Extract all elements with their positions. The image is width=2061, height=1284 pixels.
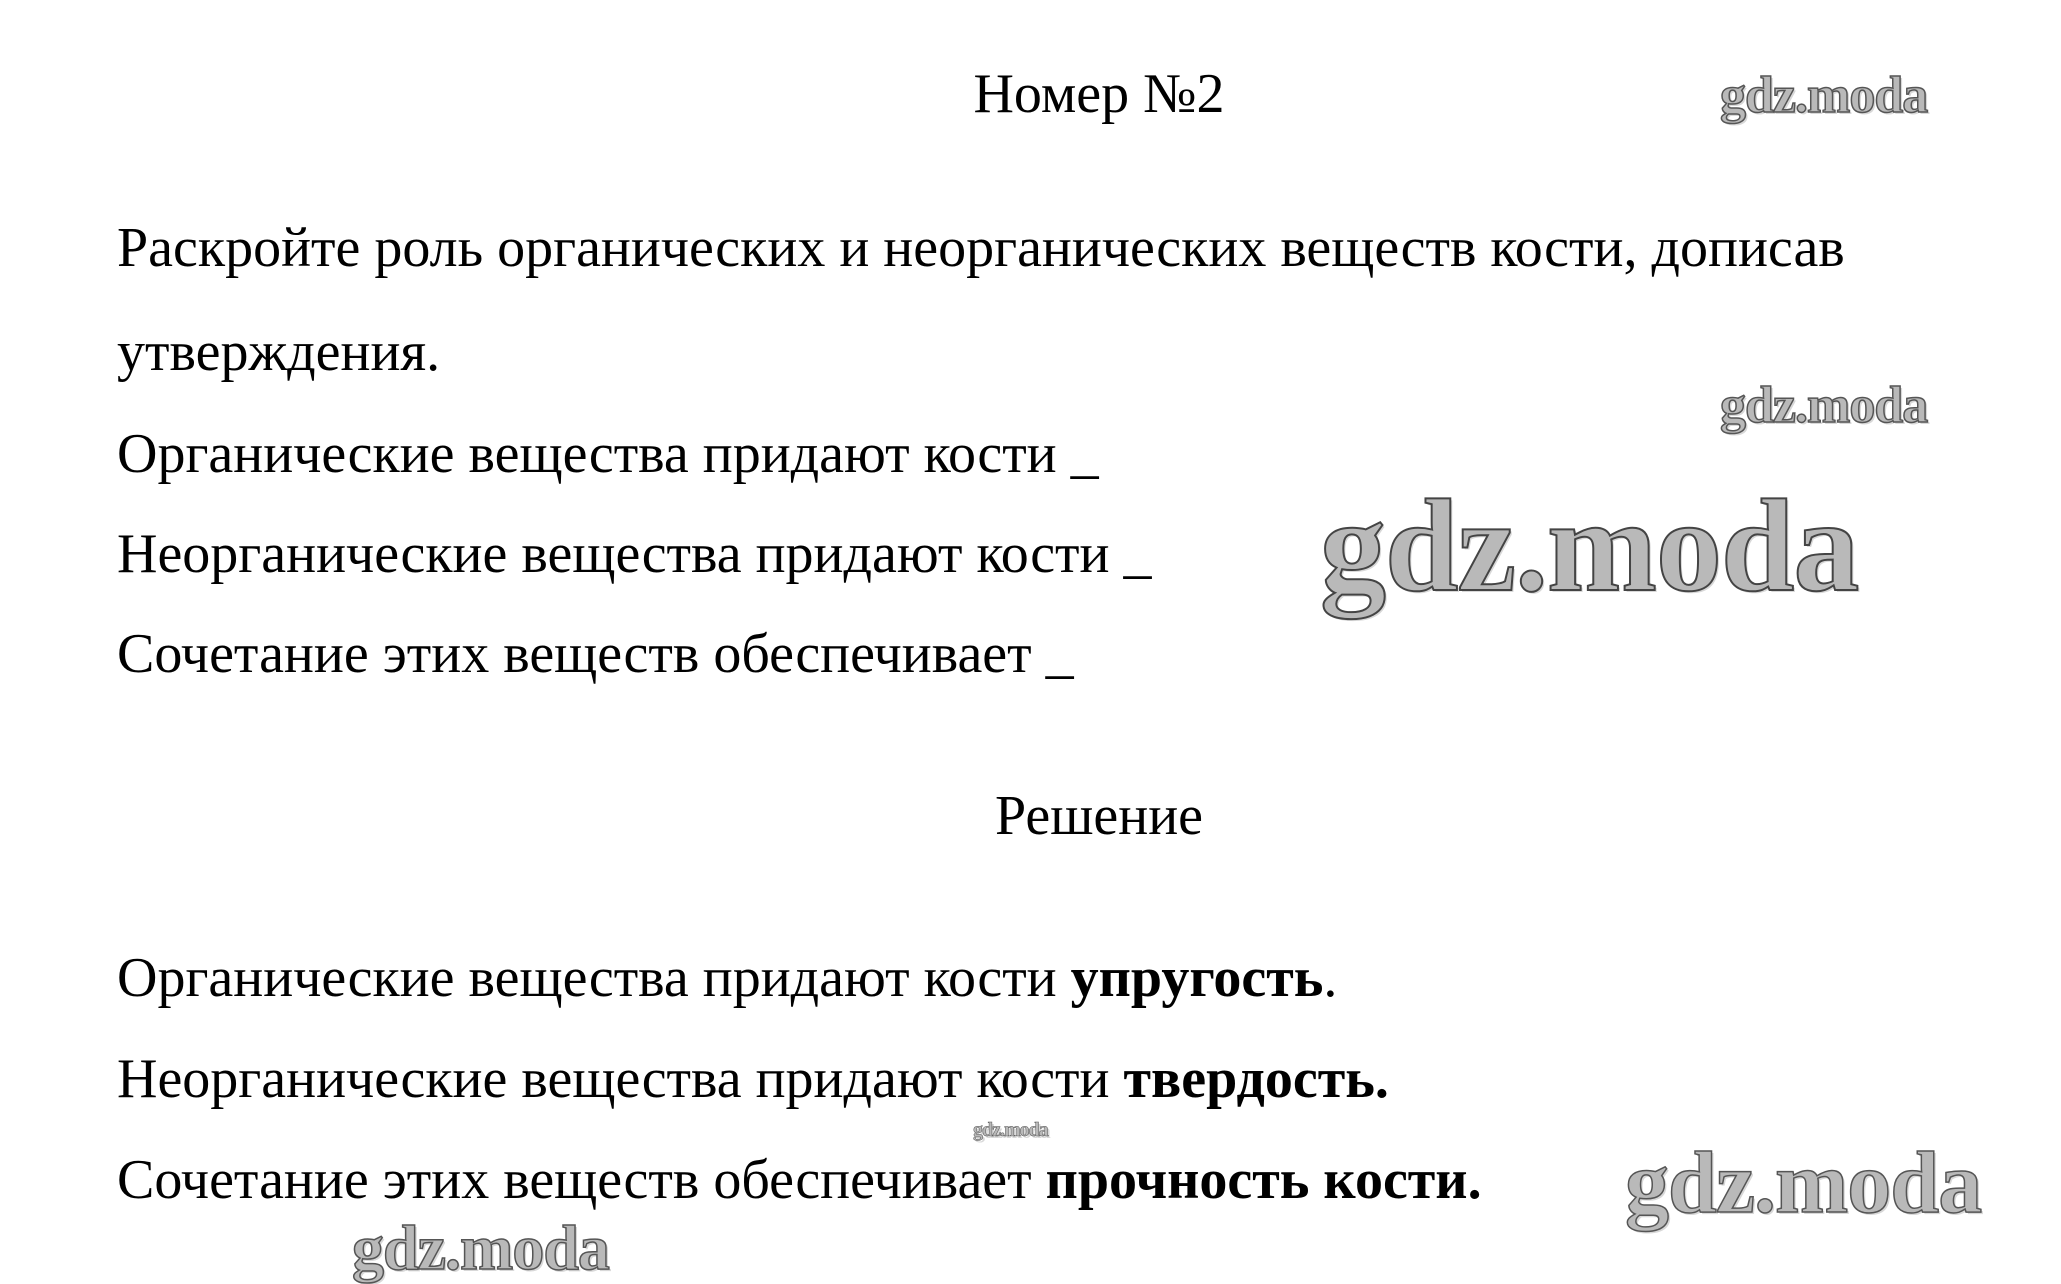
- answer-2: [117, 1048, 1389, 1110]
- task-text-line-2: утверждения.: [117, 321, 441, 383]
- answer-1-prefix: Органические вещества придают кости: [117, 947, 1071, 1009]
- answer-1-value: упругость: [1070, 947, 1324, 1009]
- watermark-bottom-right: gdz.moda: [1625, 1135, 1982, 1232]
- watermark-tiny: gdz.moda: [973, 1119, 1048, 1141]
- watermark-top-right: gdz.moda: [1720, 67, 1928, 124]
- solution-heading: Решение: [994, 785, 1204, 847]
- statement-2: Неорганические вещества придают кости _: [117, 523, 1152, 585]
- page-title: Номер №2: [973, 63, 1225, 125]
- answer-3-prefix: Сочетание этих веществ обеспечивает: [117, 1149, 1046, 1211]
- statement-3: Сочетание этих веществ обеспечивает _: [117, 623, 1074, 685]
- watermark-large: gdz.moda: [1320, 472, 1859, 619]
- task-text-line-1: Раскройте роль органических и неорганических веществ кости, дописав: [117, 217, 1845, 279]
- watermark-bottom-left: gdz.moda: [352, 1212, 609, 1283]
- answer-2-prefix: Неорганические вещества придают кости: [117, 1048, 1124, 1110]
- watermark-right: gdz.moda: [1720, 377, 1928, 434]
- answer-1-suffix: .: [1323, 947, 1338, 1009]
- answer-2-value: твердость.: [1123, 1048, 1389, 1110]
- answer-3-value: прочность кости.: [1045, 1149, 1482, 1211]
- answer-3: [117, 1149, 1482, 1211]
- answer-1: [117, 947, 1338, 1009]
- statement-1: Органические вещества придают кости _: [117, 423, 1099, 485]
